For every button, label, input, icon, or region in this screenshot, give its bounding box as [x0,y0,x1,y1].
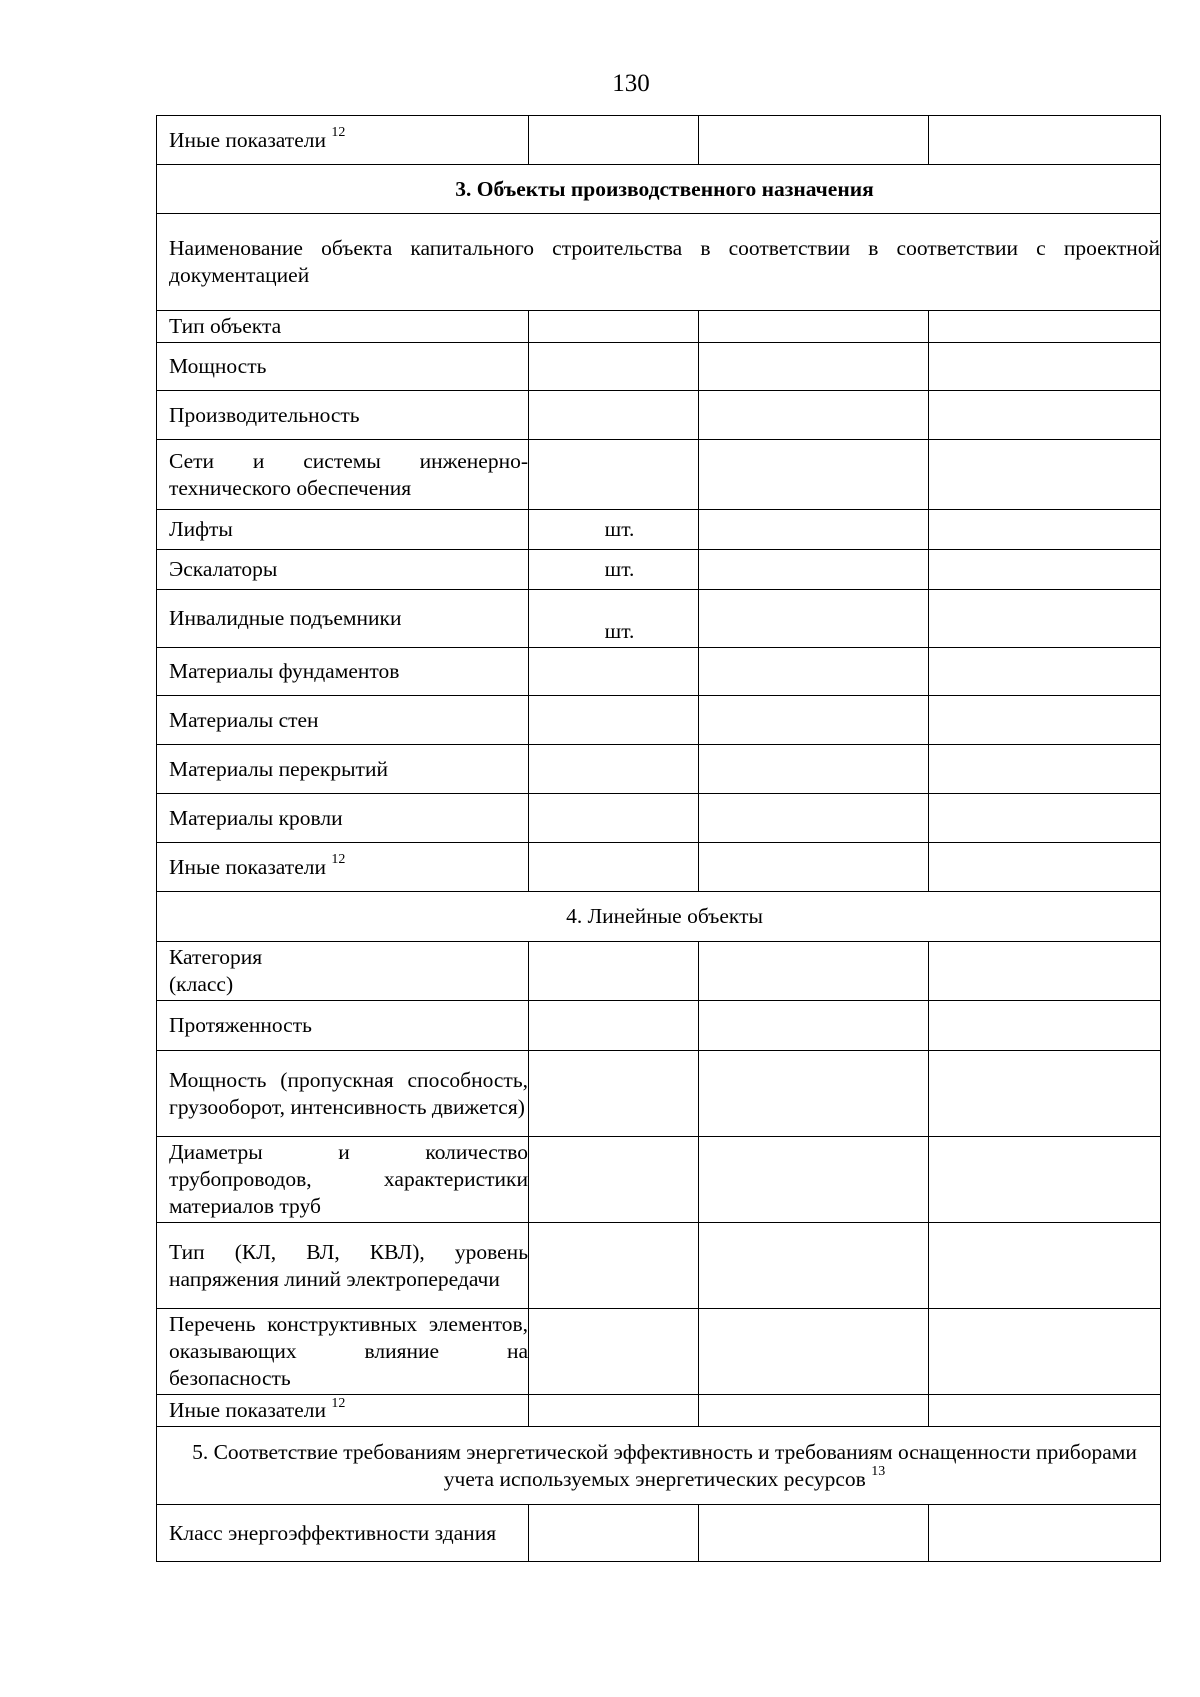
value-cell[interactable] [929,311,1161,343]
row-label: Лифты [157,510,529,550]
row-label: Материалы фундаментов [157,648,529,696]
section-title: 3. Объекты производственного назначения [157,165,1161,214]
table-row [157,214,1161,311]
value-cell[interactable] [699,343,929,391]
object-name-label: Наименование объекта капитального строительства в соответствии в соответствии с проектной документацией [157,214,1161,311]
value-cell[interactable] [699,1309,929,1395]
row-label: Материалы перекрытий [157,745,529,794]
table-row [157,648,1161,696]
unit-cell: шт. [529,510,699,550]
value-cell[interactable] [699,1051,929,1137]
row-label-text: Иные показатели [169,127,326,152]
value-cell[interactable] [929,116,1161,165]
row-label: Материалы стен [157,696,529,745]
value-cell[interactable] [929,648,1161,696]
table-row [157,590,1161,648]
value-cell[interactable] [929,843,1161,892]
footnote-ref: 12 [331,125,346,141]
unit-cell: шт. [529,590,699,648]
table-row [157,1505,1161,1562]
value-cell[interactable] [929,1001,1161,1051]
table-row [157,116,1161,165]
section-title-text: 5. Соответствие требованиям энергетической эффективность и требованиям оснащенности приборами учета используемых энергетических ресурсов [192,1439,1137,1491]
row-label [157,843,529,892]
table-row [157,311,1161,343]
value-cell[interactable] [699,391,929,440]
value-cell[interactable] [529,1395,699,1427]
value-cell[interactable] [929,343,1161,391]
value-cell[interactable] [529,1137,699,1223]
row-label: Протяженность [157,1001,529,1051]
value-cell[interactable] [699,1137,929,1223]
table-row [157,843,1161,892]
value-cell[interactable] [699,696,929,745]
table-row [157,1137,1161,1223]
footnote-ref: 12 [331,1395,346,1411]
row-label: Диаметры и количество трубопроводов, характеристики материалов труб [157,1137,529,1223]
value-cell[interactable] [929,1051,1161,1137]
table-row [157,942,1161,1001]
table-row [157,1001,1161,1051]
row-label: Материалы кровли [157,794,529,843]
value-cell[interactable] [699,1001,929,1051]
value-cell[interactable] [699,794,929,843]
row-label: Тип (КЛ, ВЛ, КВЛ), уровень напряжения линий электропередачи [157,1223,529,1309]
value-cell[interactable] [929,696,1161,745]
value-cell[interactable] [529,440,699,510]
value-cell[interactable] [529,116,699,165]
table-row [157,1309,1161,1395]
value-cell[interactable] [699,440,929,510]
page-number: 130 [612,70,650,97]
value-cell[interactable] [529,794,699,843]
table-row [157,696,1161,745]
value-cell[interactable] [699,942,929,1001]
section-title: 4. Линейные объекты [157,892,1161,942]
value-cell[interactable] [929,590,1161,648]
value-cell[interactable] [929,550,1161,590]
value-cell[interactable] [699,843,929,892]
row-label: Эскалаторы [157,550,529,590]
value-cell[interactable] [529,1051,699,1137]
table-row [157,794,1161,843]
table-row [157,745,1161,794]
value-cell[interactable] [529,942,699,1001]
table-row [157,510,1161,550]
value-cell[interactable] [529,1505,699,1562]
value-cell[interactable] [529,1309,699,1395]
section-header-row [157,1427,1161,1505]
row-label: Инвалидные подъемники [157,590,529,648]
value-cell[interactable] [529,311,699,343]
value-cell[interactable] [529,696,699,745]
table-row [157,1051,1161,1137]
value-cell[interactable] [529,745,699,794]
row-label [157,116,529,165]
value-cell[interactable] [699,116,929,165]
row-label: Сети и системы инженерно-технического обеспечения [157,440,529,510]
footnote-ref: 13 [871,1464,886,1480]
value-cell[interactable] [529,1223,699,1309]
value-cell[interactable] [699,1395,929,1427]
row-label: Перечень конструктивных элементов, оказывающих влияние на безопасность [157,1309,529,1395]
value-cell[interactable] [529,843,699,892]
table-row [157,550,1161,590]
value-cell[interactable] [929,1395,1161,1427]
value-cell[interactable] [699,590,929,648]
value-cell[interactable] [699,745,929,794]
section-header-row [157,165,1161,214]
footnote-ref: 12 [331,852,346,868]
row-label: Производительность [157,391,529,440]
value-cell[interactable] [699,1505,929,1562]
value-cell[interactable] [699,311,929,343]
table-row [157,391,1161,440]
row-label-text: Иные показатели [169,854,326,879]
row-label: Мощность (пропускная способность, грузооборот, интенсивность движется) [157,1051,529,1137]
value-cell[interactable] [929,510,1161,550]
table-row [157,1223,1161,1309]
value-cell[interactable] [529,343,699,391]
value-cell[interactable] [699,648,929,696]
value-cell[interactable] [929,391,1161,440]
value-cell[interactable] [929,1137,1161,1223]
table-row [157,343,1161,391]
row-label-text: Иные показатели [169,1398,326,1422]
value-cell[interactable] [929,745,1161,794]
value-cell[interactable] [929,1309,1161,1395]
row-label: Мощность [157,343,529,391]
value-cell[interactable] [699,550,929,590]
value-cell[interactable] [529,391,699,440]
value-cell[interactable] [529,648,699,696]
value-cell[interactable] [699,510,929,550]
unit-cell: шт. [529,550,699,590]
value-cell[interactable] [929,1223,1161,1309]
table-row [157,440,1161,510]
indicators-table [156,115,1161,1562]
value-cell[interactable] [699,1223,929,1309]
value-cell[interactable] [929,942,1161,1001]
value-cell[interactable] [929,794,1161,843]
value-cell[interactable] [929,1505,1161,1562]
value-cell[interactable] [929,440,1161,510]
row-label [157,1395,529,1427]
row-label [157,942,529,1001]
table-row [157,1395,1161,1427]
row-label: Тип объекта [157,311,529,343]
row-label-text: Категория (класс) [169,945,263,996]
value-cell[interactable] [529,1001,699,1051]
section-title [157,1427,1161,1505]
row-label: Класс энергоэффективности здания [157,1505,529,1562]
section-header-row [157,892,1161,942]
